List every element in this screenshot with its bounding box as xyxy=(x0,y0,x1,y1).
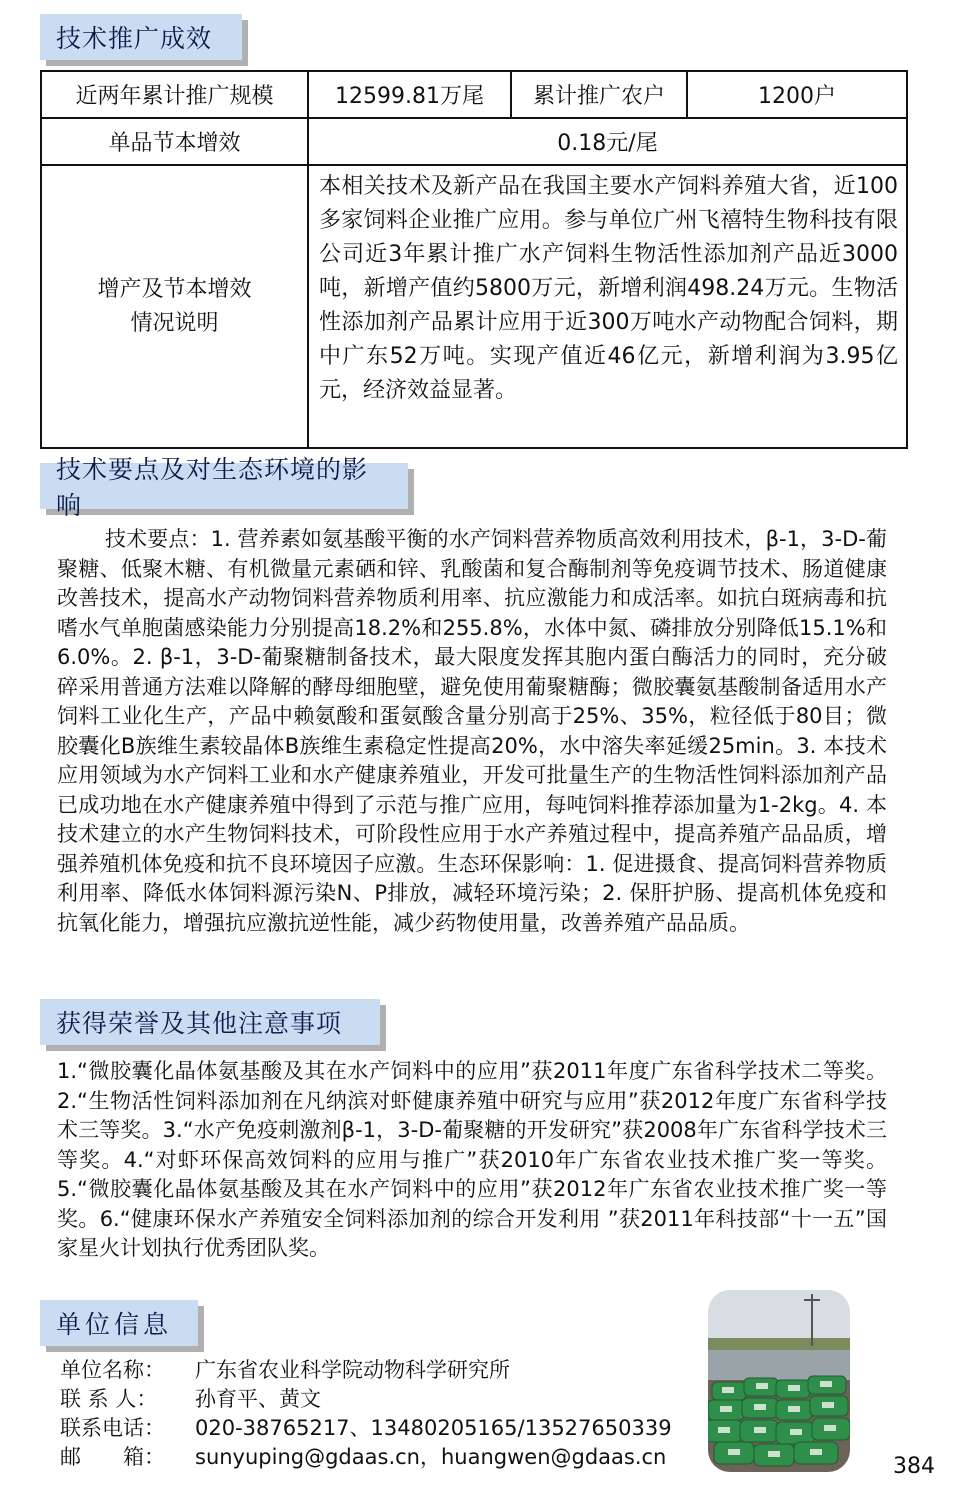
unit-email-label: 邮 箱： xyxy=(60,1445,165,1469)
section-title-tech: 技术要点及对生态环境的影响 xyxy=(40,463,408,509)
table-row xyxy=(41,71,907,118)
tech-paragraph: 技术要点：1. 营养素如氨基酸平衡的水产饲料营养物质高效利用技术，β-1，3-D-葡聚糖、低聚木糖、有机微量元素硒和锌、乳酸菌和复合酶制剂等免疫调节技术、肠道健康改善技术，提高水产动物饲料营养物质利用率、抗应激能力和成活率。如抗白斑病毒和抗嗜水气单胞菌感染能力分别提高18.2%和255.8%，水体中氮、磷排放分别降低15.1%和6.0%。2. β-1，3-D-葡聚糖制备技术，最大限度发挥其胞内蛋白酶活力的同时，充分破碎采用普通方法难以降解的酵母细胞壁，避免使用葡聚糖酶；微胶囊氨基酸制备适用水产饲料工业化生产，产品中赖氨酸和蛋氨酸含量分别高于25%、35%，粒径低于80目；微胶囊化B族维生素较晶体B族维生素稳定性提高20%，水中溶失率延缓25min。3. 本技术应用领域为水产饲料工业和水产健康养殖业，开发可批量生产的生物活性饲料添加剂产品已成功地在水产健康养殖中得到了示范与推广应用，每吨饲料推荐添加量为1-2kg。4. 本技术建立的水产生物饲料技术，可阶段性应用于水产养殖过程中，提高养殖产品品质，增强养殖机体免疫和抗不良环境因子应激。生态环保影响：1. 促进摄食、提高饲料营养物质利用率、降低水体饲料源污染N、P排放，减轻环境污染；2. 保肝护肠、提高机体免疫和抗氧化能力，增强抗应激抗逆性能，减少药物使用量，改善养殖产品品质。 xyxy=(57,527,887,935)
desc-label-line2: 情况说明 xyxy=(130,310,219,336)
unit-contact-value: 孙育平、黄文 xyxy=(195,1387,321,1411)
single-value: 0.18元/尾 xyxy=(308,118,907,165)
desc-text: 本相关技术及新产品在我国主要水产饲料养殖大省，近100多家饲料企业推广应用。参与单位广州飞禧特生物科技有限公司近3年累计推广水产饲料生物活性添加剂产品近3000吨，新增产值约5800万元，新增利润498.24万元。生物活性添加剂产品累计应用于近300万吨水产动物配合饲料，期中广东52万吨。实现产值近46亿元，新增利润为3.95亿元，经济效益显著。 xyxy=(308,165,907,448)
farmers-value: 1200户 xyxy=(687,71,907,118)
unit-name-value: 广东省农业科学院动物科学研究所 xyxy=(195,1358,510,1382)
single-label: 单品节本增效 xyxy=(41,118,308,165)
unit-email-value: sunyuping@gdaas.cn，huangwen@gdaas.cn xyxy=(195,1445,667,1469)
unit-contact-label: 联 系 人： xyxy=(60,1387,158,1411)
table-row xyxy=(41,165,907,448)
desc-label xyxy=(41,165,308,448)
desc-label-line1: 增产及节本增效 xyxy=(97,276,252,302)
scale-value: 12599.81万尾 xyxy=(308,71,511,118)
unit-name-row xyxy=(60,1356,710,1385)
section-title-effect: 技术推广成效 xyxy=(40,14,242,60)
unit-phone-label: 联系电话： xyxy=(60,1416,165,1440)
honor-paragraph: 1.“微胶囊化晶体氨基酸及其在水产饲料中的应用”获2011年度广东省科学技术二等奖。2.“生物活性饲料添加剂在凡纳滨对虾健康养殖中研究与应用”获2012年度广东省科学技术三等奖。3.“水产免疫刺激剂β-1，3-D-葡聚糖的开发研究”获2008年广东省科学技术三等奖。4.“对虾环保高效饲料的应用与推广”获2010年广东省农业技术推广奖一等奖。5.“微胶囊化晶体氨基酸及其在水产饲料中的应用”获2012年广东省农业技术推广奖一等奖。6.“健康环保水产养殖安全饲料添加剂的综合开发利用 ”获2011年科技部“十一五”国家星火计划执行优秀团队奖。 xyxy=(57,1059,887,1260)
feed-sacks-photo xyxy=(708,1290,850,1472)
unit-info xyxy=(60,1356,710,1472)
unit-phone-value: 020-38765217、13480205165/13527650339 xyxy=(195,1416,672,1440)
unit-name-label: 单位名称： xyxy=(60,1358,165,1382)
scale-label: 近两年累计推广规模 xyxy=(41,71,308,118)
section-title-honor: 获得荣誉及其他注意事项 xyxy=(40,999,380,1045)
unit-phone-row xyxy=(60,1414,710,1443)
effect-table xyxy=(40,70,908,449)
page-number: 384 xyxy=(893,1454,935,1479)
section-title-unit: 单位信息 xyxy=(40,1300,198,1346)
table-row xyxy=(41,118,907,165)
unit-contact-row xyxy=(60,1385,710,1414)
feed-sacks-illustration xyxy=(708,1290,850,1472)
unit-email-row xyxy=(60,1443,710,1472)
farmers-label: 累计推广农户 xyxy=(511,71,687,118)
